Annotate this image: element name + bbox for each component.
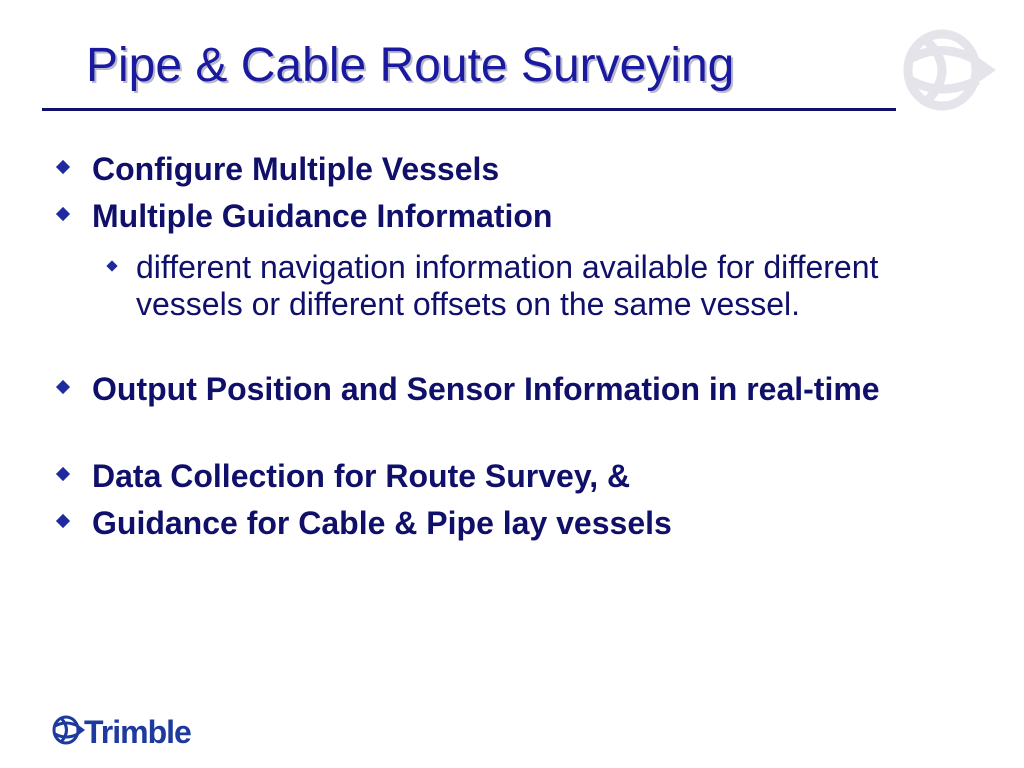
diamond-bullet-icon — [56, 160, 70, 174]
trimble-logo — [50, 712, 220, 752]
bullet-text: Output Position and Sensor Information in real-time — [92, 371, 880, 407]
diamond-bullet-icon — [56, 467, 70, 481]
sub-bullet-text: different navigation information available for different vessels or different offsets on the same vessel. — [136, 249, 879, 322]
diamond-bullet-icon — [56, 380, 70, 394]
bullet-text: Configure Multiple Vessels — [92, 151, 500, 187]
diamond-bullet-icon — [56, 207, 70, 221]
bullet-text: Guidance for Cable & Pipe lay vessels — [92, 505, 672, 541]
trimble-globe-icon — [50, 712, 86, 748]
bullet-text: Multiple Guidance Information — [92, 198, 553, 234]
diamond-bullet-icon — [106, 260, 117, 271]
slide-title: Pipe & Cable Route Surveying — [86, 39, 735, 92]
bullet-text: Data Collection for Route Survey, & — [92, 458, 631, 494]
diamond-bullet-icon — [56, 514, 70, 528]
logo-wordmark: Trimble — [84, 714, 191, 750]
